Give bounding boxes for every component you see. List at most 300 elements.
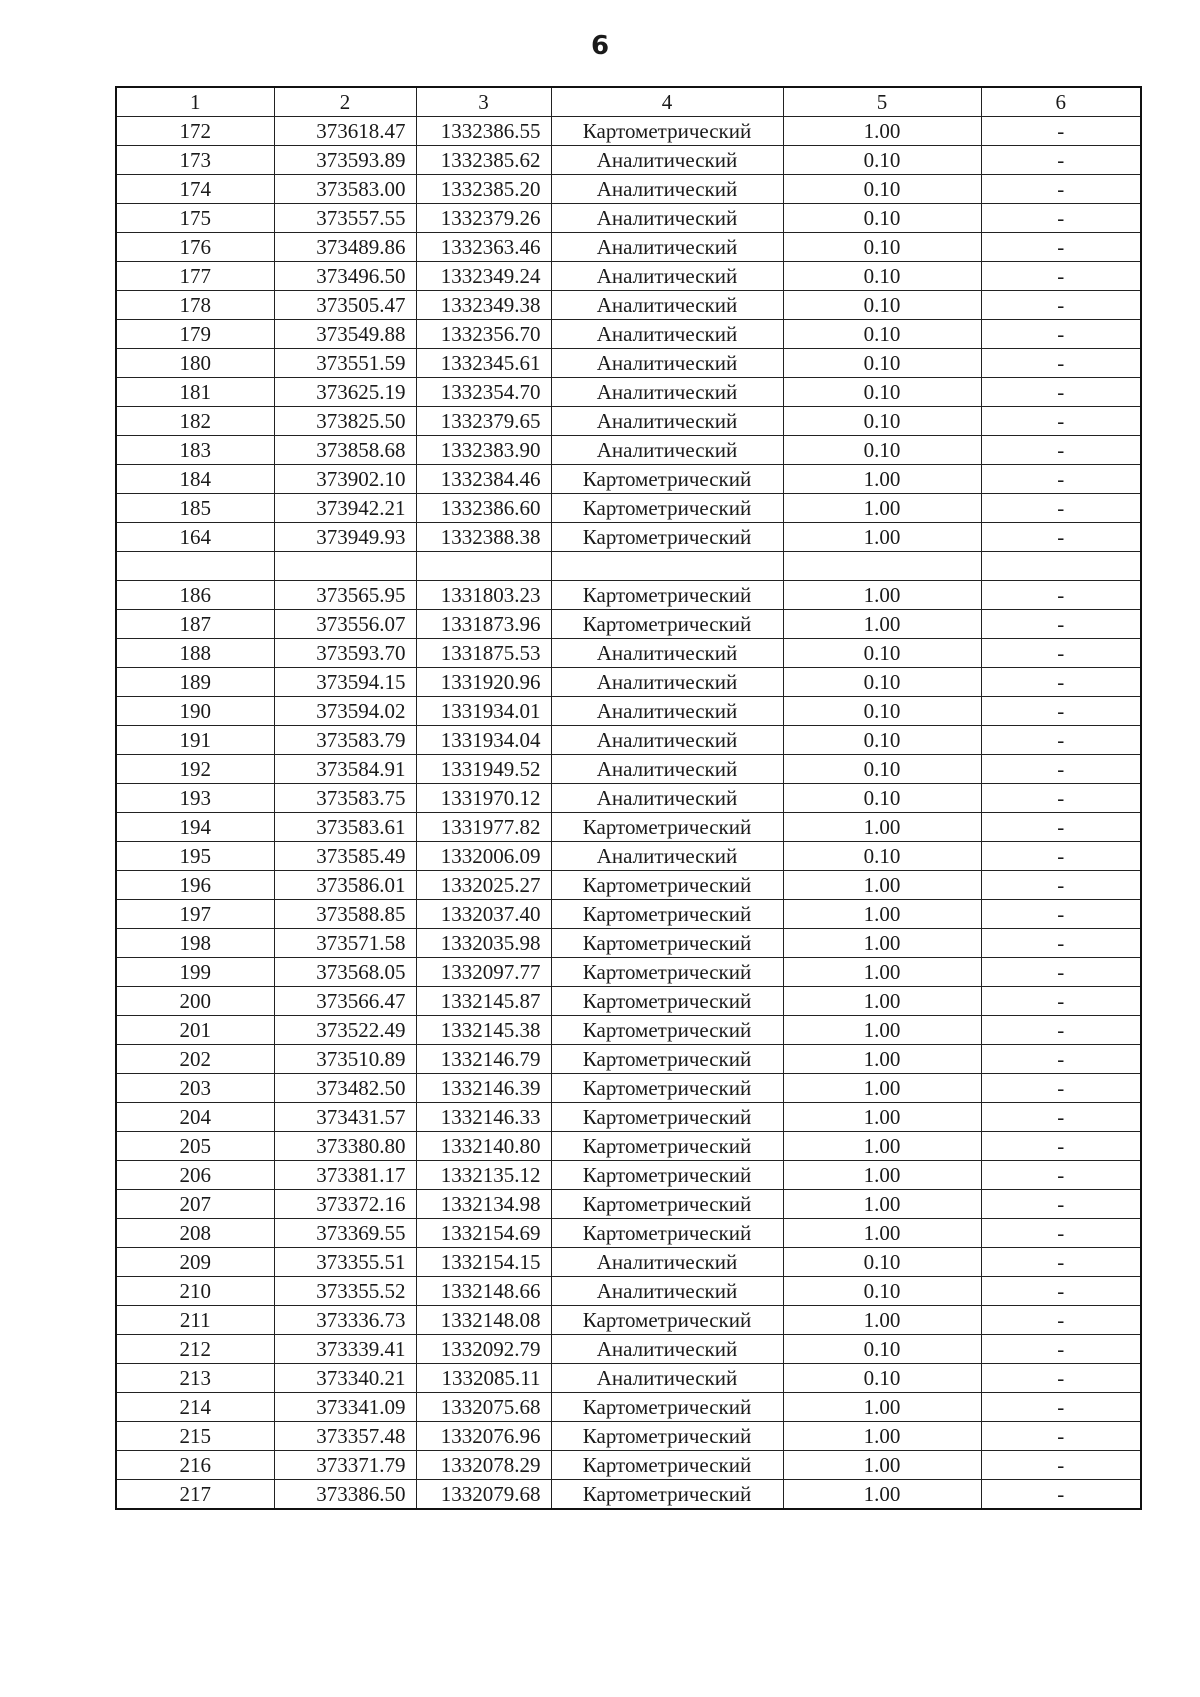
method-cell: Аналитический — [551, 436, 783, 465]
point-number-cell: 194 — [116, 813, 274, 842]
description-cell: - — [981, 1016, 1141, 1045]
accuracy-cell: 1.00 — [783, 1161, 981, 1190]
description-cell: - — [981, 639, 1141, 668]
point-number-cell: 210 — [116, 1277, 274, 1306]
x-coordinate-cell: 373505.47 — [274, 291, 416, 320]
point-number-cell: 195 — [116, 842, 274, 871]
method-cell: Картометрический — [551, 1045, 783, 1074]
method-cell: Аналитический — [551, 842, 783, 871]
description-cell: - — [981, 871, 1141, 900]
method-cell: Аналитический — [551, 233, 783, 262]
point-number-cell: 211 — [116, 1306, 274, 1335]
method-cell: Картометрический — [551, 900, 783, 929]
method-cell: Аналитический — [551, 146, 783, 175]
method-cell: Картометрический — [551, 958, 783, 987]
point-number-cell: 208 — [116, 1219, 274, 1248]
y-coordinate-cell: 1331934.01 — [416, 697, 551, 726]
accuracy-cell: 0.10 — [783, 233, 981, 262]
x-coordinate-cell: 373583.61 — [274, 813, 416, 842]
y-coordinate-cell: 1332363.46 — [416, 233, 551, 262]
point-number-cell: 206 — [116, 1161, 274, 1190]
x-coordinate-cell: 373588.85 — [274, 900, 416, 929]
table-row — [116, 1335, 1141, 1364]
y-coordinate-cell: 1332148.66 — [416, 1277, 551, 1306]
x-coordinate-cell: 373584.91 — [274, 755, 416, 784]
description-cell: - — [981, 436, 1141, 465]
description-cell: - — [981, 755, 1141, 784]
description-cell: - — [981, 581, 1141, 610]
x-coordinate-cell: 373557.55 — [274, 204, 416, 233]
y-coordinate-cell — [416, 552, 551, 581]
method-cell: Картометрический — [551, 813, 783, 842]
accuracy-cell: 1.00 — [783, 610, 981, 639]
x-coordinate-cell: 373583.75 — [274, 784, 416, 813]
table-row — [116, 436, 1141, 465]
point-number-cell: 204 — [116, 1103, 274, 1132]
y-coordinate-cell: 1332145.87 — [416, 987, 551, 1016]
accuracy-cell: 0.10 — [783, 378, 981, 407]
x-coordinate-cell: 373556.07 — [274, 610, 416, 639]
y-coordinate-cell: 1332079.68 — [416, 1480, 551, 1510]
accuracy-cell: 1.00 — [783, 1306, 981, 1335]
accuracy-cell: 1.00 — [783, 900, 981, 929]
x-coordinate-cell: 373565.95 — [274, 581, 416, 610]
accuracy-cell: 1.00 — [783, 958, 981, 987]
table-row — [116, 726, 1141, 755]
x-coordinate-cell: 373593.89 — [274, 146, 416, 175]
y-coordinate-cell: 1332140.80 — [416, 1132, 551, 1161]
accuracy-cell: 1.00 — [783, 465, 981, 494]
y-coordinate-cell: 1331920.96 — [416, 668, 551, 697]
method-cell: Аналитический — [551, 1248, 783, 1277]
x-coordinate-cell: 373583.79 — [274, 726, 416, 755]
x-coordinate-cell: 373902.10 — [274, 465, 416, 494]
table-header — [116, 87, 1141, 117]
x-coordinate-cell: 373381.17 — [274, 1161, 416, 1190]
table-row — [116, 1132, 1141, 1161]
x-coordinate-cell: 373585.49 — [274, 842, 416, 871]
table-row — [116, 146, 1141, 175]
description-cell: - — [981, 610, 1141, 639]
table-row — [116, 117, 1141, 146]
accuracy-cell: 0.10 — [783, 842, 981, 871]
point-number-cell: 209 — [116, 1248, 274, 1277]
x-coordinate-cell: 373339.41 — [274, 1335, 416, 1364]
method-cell: Аналитический — [551, 349, 783, 378]
method-cell: Картометрический — [551, 1219, 783, 1248]
table-row — [116, 1277, 1141, 1306]
method-cell: Картометрический — [551, 1393, 783, 1422]
accuracy-cell: 0.10 — [783, 1335, 981, 1364]
point-number-cell: 213 — [116, 1364, 274, 1393]
accuracy-cell: 1.00 — [783, 1190, 981, 1219]
table-row — [116, 929, 1141, 958]
point-number-cell: 172 — [116, 117, 274, 146]
y-coordinate-cell: 1331875.53 — [416, 639, 551, 668]
method-cell: Картометрический — [551, 610, 783, 639]
point-number-cell: 186 — [116, 581, 274, 610]
point-number-cell — [116, 552, 274, 581]
x-coordinate-cell: 373942.21 — [274, 494, 416, 523]
table-row — [116, 1045, 1141, 1074]
description-cell: - — [981, 204, 1141, 233]
description-cell: - — [981, 378, 1141, 407]
table-row — [116, 1074, 1141, 1103]
description-cell: - — [981, 726, 1141, 755]
x-coordinate-cell: 373369.55 — [274, 1219, 416, 1248]
table-row — [116, 233, 1141, 262]
point-number-cell: 176 — [116, 233, 274, 262]
y-coordinate-cell: 1332386.55 — [416, 117, 551, 146]
x-coordinate-cell: 373489.86 — [274, 233, 416, 262]
y-coordinate-cell: 1332148.08 — [416, 1306, 551, 1335]
table-row — [116, 1161, 1141, 1190]
point-number-cell: 181 — [116, 378, 274, 407]
description-cell: - — [981, 958, 1141, 987]
table-row — [116, 552, 1141, 581]
method-cell: Картометрический — [551, 987, 783, 1016]
point-number-cell: 201 — [116, 1016, 274, 1045]
y-coordinate-cell: 1332146.33 — [416, 1103, 551, 1132]
accuracy-cell: 1.00 — [783, 117, 981, 146]
accuracy-cell: 1.00 — [783, 871, 981, 900]
x-coordinate-cell: 373336.73 — [274, 1306, 416, 1335]
point-number-cell: 189 — [116, 668, 274, 697]
method-cell: Картометрический — [551, 1132, 783, 1161]
accuracy-cell: 1.00 — [783, 1451, 981, 1480]
description-cell: - — [981, 1219, 1141, 1248]
table-body — [116, 117, 1141, 1510]
method-cell: Картометрический — [551, 929, 783, 958]
method-cell: Картометрический — [551, 581, 783, 610]
y-coordinate-cell: 1332076.96 — [416, 1422, 551, 1451]
accuracy-cell: 1.00 — [783, 1103, 981, 1132]
x-coordinate-cell: 373949.93 — [274, 523, 416, 552]
table-row — [116, 291, 1141, 320]
accuracy-cell: 1.00 — [783, 987, 981, 1016]
description-cell: - — [981, 1045, 1141, 1074]
accuracy-cell: 0.10 — [783, 291, 981, 320]
accuracy-cell: 0.10 — [783, 436, 981, 465]
table-row — [116, 1016, 1141, 1045]
point-number-cell: 216 — [116, 1451, 274, 1480]
description-cell: - — [981, 465, 1141, 494]
description-cell: - — [981, 523, 1141, 552]
point-number-cell: 217 — [116, 1480, 274, 1510]
x-coordinate-cell: 373551.59 — [274, 349, 416, 378]
description-cell: - — [981, 1074, 1141, 1103]
description-cell: - — [981, 929, 1141, 958]
x-coordinate-cell: 373357.48 — [274, 1422, 416, 1451]
method-cell: Аналитический — [551, 378, 783, 407]
point-number-cell: 178 — [116, 291, 274, 320]
table-row — [116, 755, 1141, 784]
table-row — [116, 610, 1141, 639]
method-cell: Картометрический — [551, 1103, 783, 1132]
x-coordinate-cell: 373386.50 — [274, 1480, 416, 1510]
point-number-cell: 205 — [116, 1132, 274, 1161]
y-coordinate-cell: 1332384.46 — [416, 465, 551, 494]
table-row — [116, 1306, 1141, 1335]
method-cell: Аналитический — [551, 668, 783, 697]
point-number-cell: 193 — [116, 784, 274, 813]
point-number-cell: 187 — [116, 610, 274, 639]
y-coordinate-cell: 1332092.79 — [416, 1335, 551, 1364]
method-cell: Картометрический — [551, 465, 783, 494]
y-coordinate-cell: 1331803.23 — [416, 581, 551, 610]
point-number-cell: 202 — [116, 1045, 274, 1074]
accuracy-cell: 0.10 — [783, 175, 981, 204]
point-number-cell: 180 — [116, 349, 274, 378]
method-cell: Картометрический — [551, 1190, 783, 1219]
method-cell: Аналитический — [551, 755, 783, 784]
x-coordinate-cell: 373340.21 — [274, 1364, 416, 1393]
y-coordinate-cell: 1331977.82 — [416, 813, 551, 842]
description-cell: - — [981, 1480, 1141, 1510]
point-number-cell: 185 — [116, 494, 274, 523]
table-row — [116, 784, 1141, 813]
x-coordinate-cell: 373583.00 — [274, 175, 416, 204]
description-cell: - — [981, 1364, 1141, 1393]
method-cell: Аналитический — [551, 697, 783, 726]
description-cell: - — [981, 262, 1141, 291]
method-cell: Аналитический — [551, 291, 783, 320]
accuracy-cell: 1.00 — [783, 523, 981, 552]
point-number-cell: 191 — [116, 726, 274, 755]
table-row — [116, 842, 1141, 871]
x-coordinate-cell: 373549.88 — [274, 320, 416, 349]
y-coordinate-cell: 1332146.79 — [416, 1045, 551, 1074]
table-row — [116, 320, 1141, 349]
method-cell: Аналитический — [551, 726, 783, 755]
method-cell: Аналитический — [551, 1277, 783, 1306]
table-row — [116, 1219, 1141, 1248]
point-number-cell: 174 — [116, 175, 274, 204]
accuracy-cell: 1.00 — [783, 1480, 981, 1510]
x-coordinate-cell: 373355.52 — [274, 1277, 416, 1306]
accuracy-cell: 0.10 — [783, 1248, 981, 1277]
x-coordinate-cell — [274, 552, 416, 581]
description-cell: - — [981, 1161, 1141, 1190]
method-cell: Аналитический — [551, 262, 783, 291]
x-coordinate-cell: 373522.49 — [274, 1016, 416, 1045]
description-cell: - — [981, 1277, 1141, 1306]
table-row — [116, 871, 1141, 900]
accuracy-cell: 0.10 — [783, 639, 981, 668]
method-cell: Аналитический — [551, 1364, 783, 1393]
table-row — [116, 465, 1141, 494]
table-row — [116, 1393, 1141, 1422]
accuracy-cell: 0.10 — [783, 1277, 981, 1306]
y-coordinate-cell: 1332386.60 — [416, 494, 551, 523]
y-coordinate-cell: 1332379.65 — [416, 407, 551, 436]
accuracy-cell: 1.00 — [783, 1132, 981, 1161]
table-row — [116, 1451, 1141, 1480]
description-cell: - — [981, 291, 1141, 320]
table-row — [116, 1422, 1141, 1451]
point-number-cell: 199 — [116, 958, 274, 987]
point-number-cell: 197 — [116, 900, 274, 929]
description-cell: - — [981, 1248, 1141, 1277]
table-row — [116, 378, 1141, 407]
accuracy-cell: 0.10 — [783, 726, 981, 755]
method-cell: Аналитический — [551, 175, 783, 204]
accuracy-cell: 0.10 — [783, 668, 981, 697]
description-cell: - — [981, 349, 1141, 378]
table-row — [116, 813, 1141, 842]
y-coordinate-cell: 1332379.26 — [416, 204, 551, 233]
y-coordinate-cell: 1332006.09 — [416, 842, 551, 871]
accuracy-cell — [783, 552, 981, 581]
table-row — [116, 900, 1141, 929]
accuracy-cell: 1.00 — [783, 1074, 981, 1103]
accuracy-cell: 0.10 — [783, 349, 981, 378]
table-row — [116, 175, 1141, 204]
description-cell: - — [981, 900, 1141, 929]
y-coordinate-cell: 1332385.62 — [416, 146, 551, 175]
table-row — [116, 1480, 1141, 1510]
y-coordinate-cell: 1332383.90 — [416, 436, 551, 465]
table-row — [116, 697, 1141, 726]
method-cell: Аналитический — [551, 320, 783, 349]
description-cell: - — [981, 407, 1141, 436]
table-row — [116, 639, 1141, 668]
column-header-3: 3 — [416, 87, 551, 117]
method-cell: Аналитический — [551, 407, 783, 436]
x-coordinate-cell: 373341.09 — [274, 1393, 416, 1422]
y-coordinate-cell: 1332135.12 — [416, 1161, 551, 1190]
table-row — [116, 1190, 1141, 1219]
accuracy-cell: 1.00 — [783, 494, 981, 523]
point-number-cell: 203 — [116, 1074, 274, 1103]
x-coordinate-cell: 373593.70 — [274, 639, 416, 668]
description-cell: - — [981, 813, 1141, 842]
description-cell: - — [981, 697, 1141, 726]
method-cell: Аналитический — [551, 639, 783, 668]
accuracy-cell: 1.00 — [783, 1393, 981, 1422]
column-header-1: 1 — [116, 87, 274, 117]
table-row — [116, 958, 1141, 987]
accuracy-cell: 0.10 — [783, 407, 981, 436]
point-number-cell: 173 — [116, 146, 274, 175]
table-row — [116, 1248, 1141, 1277]
method-cell: Аналитический — [551, 204, 783, 233]
accuracy-cell: 1.00 — [783, 1422, 981, 1451]
x-coordinate-cell: 373594.15 — [274, 668, 416, 697]
accuracy-cell: 1.00 — [783, 581, 981, 610]
x-coordinate-cell: 373496.50 — [274, 262, 416, 291]
y-coordinate-cell: 1332025.27 — [416, 871, 551, 900]
description-cell: - — [981, 233, 1141, 262]
point-number-cell: 192 — [116, 755, 274, 784]
description-cell: - — [981, 987, 1141, 1016]
description-cell: - — [981, 1103, 1141, 1132]
method-cell: Картометрический — [551, 1016, 783, 1045]
y-coordinate-cell: 1332097.77 — [416, 958, 551, 987]
method-cell — [551, 552, 783, 581]
x-coordinate-cell: 373568.05 — [274, 958, 416, 987]
accuracy-cell: 0.10 — [783, 1364, 981, 1393]
method-cell: Картометрический — [551, 117, 783, 146]
description-cell: - — [981, 1306, 1141, 1335]
x-coordinate-cell: 373355.51 — [274, 1248, 416, 1277]
description-cell: - — [981, 494, 1141, 523]
description-cell: - — [981, 668, 1141, 697]
point-number-cell: 177 — [116, 262, 274, 291]
point-number-cell: 179 — [116, 320, 274, 349]
table-row — [116, 581, 1141, 610]
y-coordinate-cell: 1332345.61 — [416, 349, 551, 378]
y-coordinate-cell: 1331949.52 — [416, 755, 551, 784]
x-coordinate-cell: 373510.89 — [274, 1045, 416, 1074]
y-coordinate-cell: 1332145.38 — [416, 1016, 551, 1045]
method-cell: Картометрический — [551, 1306, 783, 1335]
table-row — [116, 1103, 1141, 1132]
method-cell: Картометрический — [551, 523, 783, 552]
point-number-cell: 214 — [116, 1393, 274, 1422]
column-header-6: 6 — [981, 87, 1141, 117]
method-cell: Картометрический — [551, 1161, 783, 1190]
accuracy-cell: 1.00 — [783, 929, 981, 958]
x-coordinate-cell: 373625.19 — [274, 378, 416, 407]
description-cell: - — [981, 320, 1141, 349]
description-cell: - — [981, 1132, 1141, 1161]
column-header-2: 2 — [274, 87, 416, 117]
header-row — [116, 87, 1141, 117]
y-coordinate-cell: 1332037.40 — [416, 900, 551, 929]
description-cell: - — [981, 842, 1141, 871]
y-coordinate-cell: 1331970.12 — [416, 784, 551, 813]
x-coordinate-cell: 373618.47 — [274, 117, 416, 146]
x-coordinate-cell: 373586.01 — [274, 871, 416, 900]
description-cell: - — [981, 117, 1141, 146]
accuracy-cell: 1.00 — [783, 1219, 981, 1248]
x-coordinate-cell: 373825.50 — [274, 407, 416, 436]
x-coordinate-cell: 373431.57 — [274, 1103, 416, 1132]
point-number-cell: 207 — [116, 1190, 274, 1219]
y-coordinate-cell: 1331934.04 — [416, 726, 551, 755]
point-number-cell: 183 — [116, 436, 274, 465]
y-coordinate-cell: 1331873.96 — [416, 610, 551, 639]
y-coordinate-cell: 1332154.15 — [416, 1248, 551, 1277]
point-number-cell: 200 — [116, 987, 274, 1016]
coordinates-table — [115, 86, 1142, 1510]
table-row — [116, 668, 1141, 697]
y-coordinate-cell: 1332134.98 — [416, 1190, 551, 1219]
y-coordinate-cell: 1332349.24 — [416, 262, 551, 291]
description-cell: - — [981, 175, 1141, 204]
table-row — [116, 349, 1141, 378]
y-coordinate-cell: 1332354.70 — [416, 378, 551, 407]
x-coordinate-cell: 373380.80 — [274, 1132, 416, 1161]
table-row — [116, 1364, 1141, 1393]
description-cell: - — [981, 1393, 1141, 1422]
description-cell: - — [981, 784, 1141, 813]
accuracy-cell: 0.10 — [783, 262, 981, 291]
accuracy-cell: 0.10 — [783, 146, 981, 175]
description-cell — [981, 552, 1141, 581]
y-coordinate-cell: 1332154.69 — [416, 1219, 551, 1248]
method-cell: Картометрический — [551, 1074, 783, 1103]
accuracy-cell: 1.00 — [783, 1045, 981, 1074]
accuracy-cell: 0.10 — [783, 204, 981, 233]
table-row — [116, 262, 1141, 291]
point-number-cell: 190 — [116, 697, 274, 726]
description-cell: - — [981, 1422, 1141, 1451]
accuracy-cell: 1.00 — [783, 813, 981, 842]
method-cell: Картометрический — [551, 1451, 783, 1480]
y-coordinate-cell: 1332349.38 — [416, 291, 551, 320]
